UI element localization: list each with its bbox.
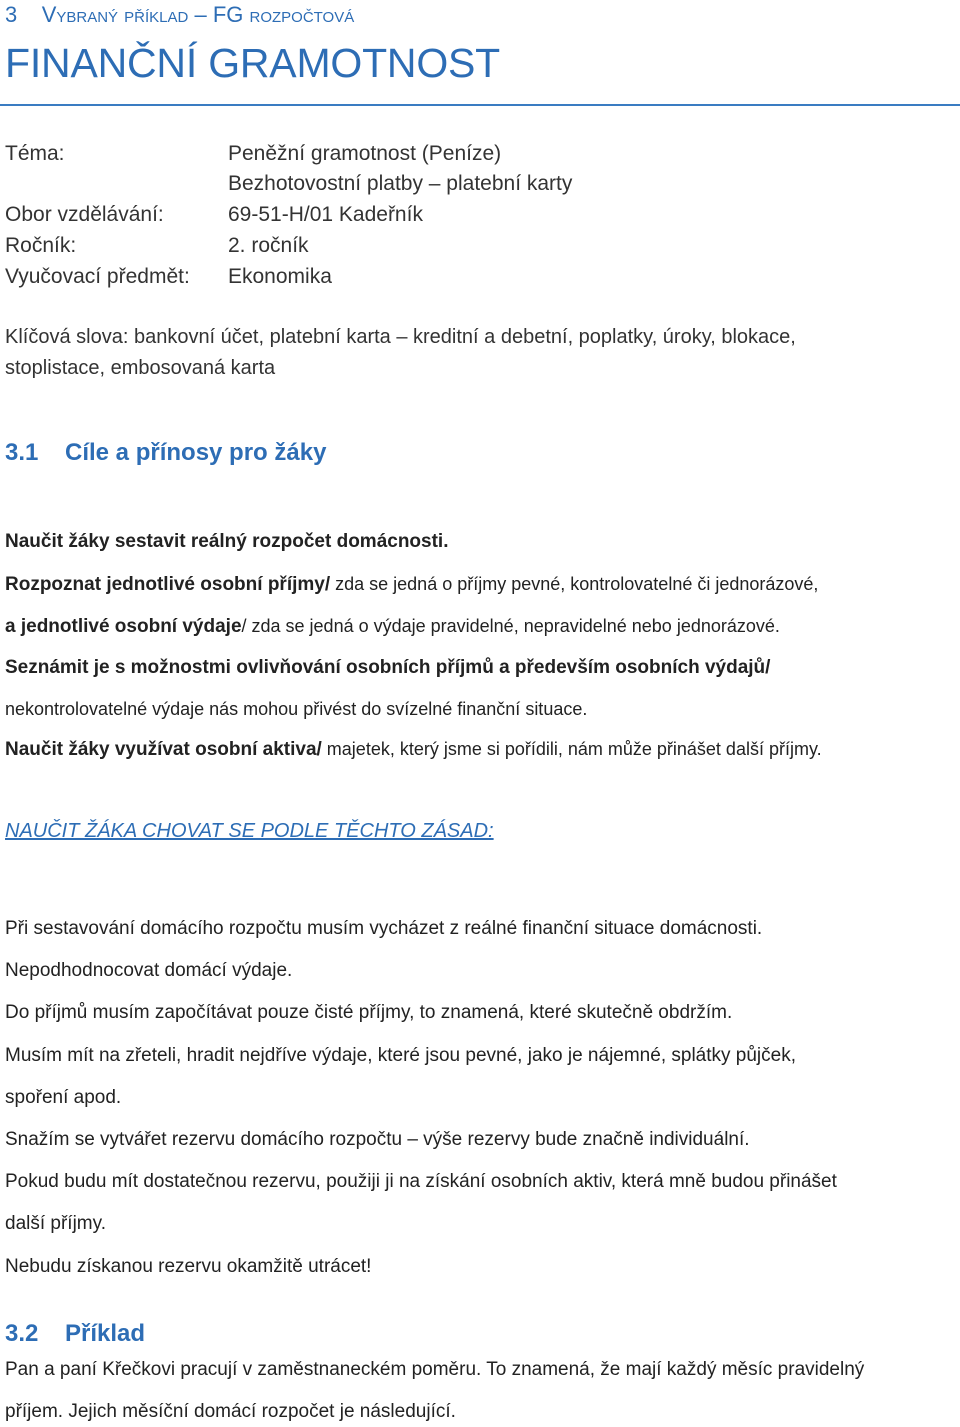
chapter-number: 3 (5, 2, 18, 27)
meta-value-year: 2. ročník (228, 234, 309, 257)
rule-item: Musím mít na zřeteli, hradit nejdříve výdaje, které jsou pevné, jako je nájemné, splátky půjček, (5, 1045, 796, 1066)
meta-value-subject: Ekonomika (228, 265, 332, 288)
meta-label-year: Ročník: (5, 234, 77, 257)
chapter-title: Vybraný příklad – FG rozpočtová (41, 2, 355, 27)
rule-item: Při sestavování domácího rozpočtu musím vycházet z reálné finanční situace domácnosti. (5, 918, 763, 939)
example-line-2: příjem. Jejich měsíční domácí rozpočet je následující. (5, 1401, 456, 1422)
example-line-1: Pan a paní Křečkovi pracují v zaměstnaneckém poměru. To znamená, že mají každý měsíc pravidelný (5, 1359, 865, 1380)
meta-value-subtopic: Bezhotovostní platby – platební karty (228, 172, 573, 195)
goal-1-bold: Naučit žáky sestavit reálný rozpočet domácnosti. (5, 531, 449, 552)
keywords-line-2: stoplistace, embosovaná karta (5, 357, 276, 379)
goal-4 (5, 657, 770, 679)
goal-3 (5, 616, 780, 638)
section-title: Příklad (65, 1320, 146, 1347)
goal-3-bold: a jednotlivé osobní výdaje (5, 616, 242, 637)
goal-6 (5, 739, 822, 761)
meta-label-topic: Téma: (5, 142, 65, 165)
meta-value-field: 69-51-H/01 Kadeřník (228, 203, 423, 226)
chapter-heading (5, 2, 354, 28)
rule-item: Nepodhodnocovat domácí výdaje. (5, 960, 293, 981)
goal-2 (5, 574, 818, 596)
rule-item: další příjmy. (5, 1213, 107, 1234)
rule-item: Do příjmů musím započítávat pouze čisté příjmy, to znamená, které skutečně obdržím. (5, 1002, 733, 1023)
goal-1 (5, 531, 449, 553)
section-heading-goals (5, 439, 326, 467)
section-number: 3.1 (5, 439, 39, 466)
keywords-line-1: Klíčová slova: bankovní účet, platební karta – kreditní a debetní, poplatky, úroky, blokace, (5, 326, 796, 348)
goal-6-bold: Naučit žáky využívat osobní aktiva/ (5, 739, 322, 760)
section-title: Cíle a přínosy pro žáky (65, 439, 327, 466)
goal-2-bold: Rozpoznat jednotlivé osobní příjmy/ (5, 574, 331, 595)
page-title: FINANČNÍ GRAMOTNOST (5, 40, 501, 86)
rules-heading: NAUČIT ŽÁKA CHOVAT SE PODLE TĚCHTO ZÁSAD: (5, 820, 494, 842)
goal-3-rest: / zda se jedná o výdaje pravidelné, nepravidelné nebo jednorázové. (241, 616, 780, 636)
goal-2-rest: zda se jedná o příjmy pevné, kontrolovatelné či jednorázové, (330, 574, 819, 594)
title-divider (0, 104, 960, 106)
section-heading-example (5, 1320, 145, 1348)
goal-4-bold: Seznámit je s možnostmi ovlivňování osobních příjmů a především osobních výdajů/ (5, 657, 771, 678)
goal-5: nekontrolovatelné výdaje nás mohou přivést do svízelné finanční situace. (5, 699, 588, 719)
meta-label-field: Obor vzdělávání: (5, 203, 164, 226)
section-number: 3.2 (5, 1320, 39, 1347)
rule-item: Pokud budu mít dostatečnou rezervu, použiji ji na získání osobních aktiv, která mně budou přinášet (5, 1171, 837, 1192)
meta-value-topic: Peněžní gramotnost (Peníze) (228, 142, 502, 165)
meta-label-subject: Vyučovací předmět: (5, 265, 190, 288)
rule-item: Snažím se vytvářet rezervu domácího rozpočtu – výše rezervy bude značně individuální. (5, 1129, 750, 1150)
rule-item: Nebudu získanou rezervu okamžitě utrácet! (5, 1256, 372, 1277)
goal-6-rest: majetek, který jsme si pořídili, nám může přinášet další příjmy. (321, 739, 822, 759)
rule-item: spoření apod. (5, 1087, 122, 1108)
